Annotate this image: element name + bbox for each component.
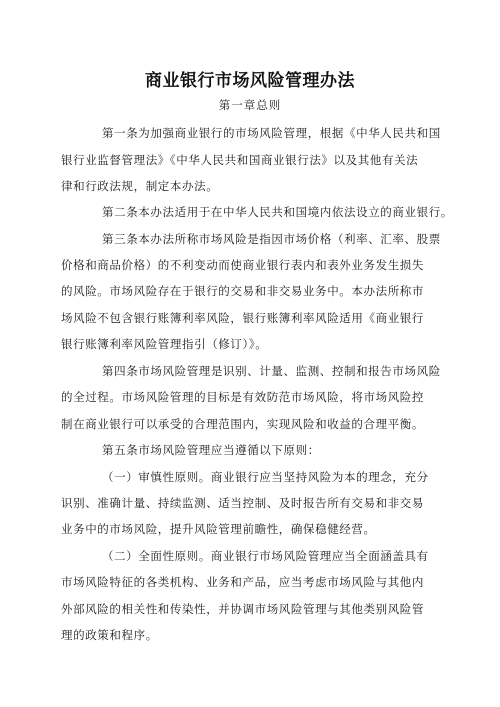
- text-line: 价格和商品价格）的不利变动而使商业银行表内和表外业务发生损失: [61, 258, 424, 272]
- document-title: 商业银行市场风险管理办法: [145, 71, 355, 91]
- text-line: 理的政策和程序。: [61, 628, 158, 642]
- text-line: 第一条为加强商业银行的市场风险管理，根据《中华人民共和国: [102, 126, 441, 140]
- text-line: 制在商业银行可以承受的合理范围内，实现风险和收益的合理平衡。: [61, 417, 424, 431]
- text-line: 第二条本办法适用于在中华人民共和国境内依法设立的商业银行。: [102, 205, 453, 219]
- text-line: 银行业监督管理法》《中华人民共和国商业银行法》以及其他有关法: [61, 153, 419, 167]
- text-line: （一）审慎性原则。商业银行应当坚持风险为本的理念，充分: [102, 470, 429, 484]
- text-line: 第五条市场风险管理应当遵循以下原则：: [102, 443, 320, 457]
- text-line: 银行账簿利率风险管理指引（修订）》。: [61, 337, 268, 351]
- text-line: 的风险。市场风险存在于银行的交易和非交易业务中。本办法所称市: [61, 284, 424, 298]
- text-line: 的全过程。市场风险管理的目标是有效防范市场风险，将市场风险控: [61, 390, 424, 404]
- chapter-heading: 第一章总则: [218, 98, 282, 112]
- text-line: 第三条本办法所称市场风险是指因市场价格（利率、汇率、股票: [102, 232, 441, 246]
- text-line: 业务中的市场风险，提升风险管理前瞻性，确保稳健经营。: [61, 522, 376, 536]
- text-line: 第四条市场风险管理是识别、计量、监测、控制和报告市场风险: [102, 364, 441, 378]
- text-line: （二）全面性原则。商业银行市场风险管理应当全面涵盖具有: [102, 549, 429, 563]
- text-line: 律和行政法规，制定本办法。: [61, 179, 219, 193]
- text-line: 市场风险特征的各类机构、业务和产品，应当考虑市场风险与其他内: [61, 575, 424, 589]
- text-line: 场风险不包含银行账簿利率风险，银行账簿利率风险适用《商业银行: [61, 311, 424, 325]
- text-line: 识别、准确计量、持续监测、适当控制、及时报告所有交易和非交易: [61, 496, 424, 510]
- text-line: 外部风险的相关性和传染性，并协调市场风险管理与其他类别风险管: [61, 602, 424, 616]
